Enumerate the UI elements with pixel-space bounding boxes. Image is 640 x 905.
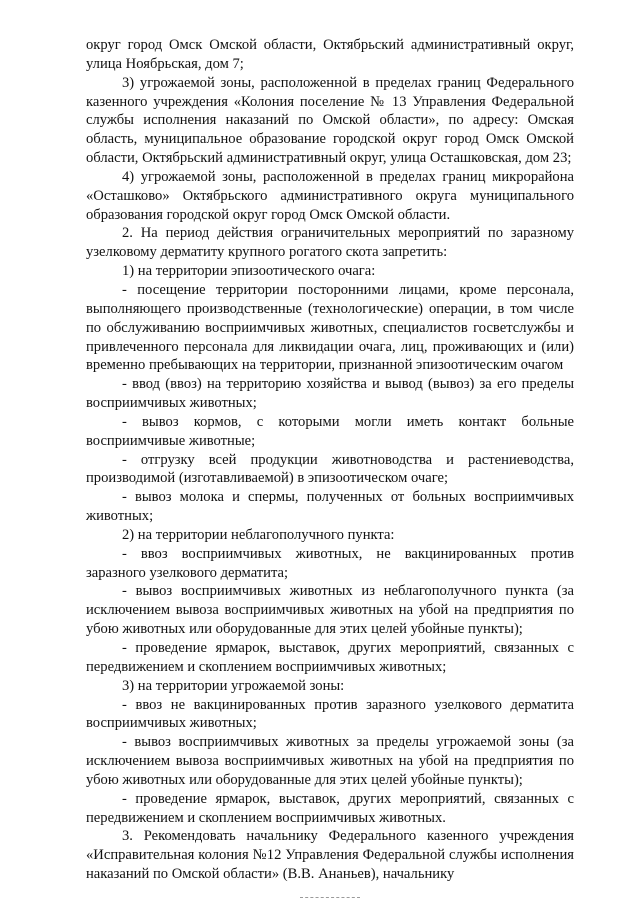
paragraph-item-3-threatened-zone: 3) угрожаемой зоны, расположенной в пределах границ Федерального казенного учреждения «Колония поселение № 13 Управления Федеральной службы исполнения наказаний по Омской области», по адресу: Омская область, муниципальное образование городской округ город Омск Омской области, Октябрьский административный округ, улица Осташковская, дом 23; — [86, 74, 574, 167]
paragraph-threatened-import: - ввоз не вакцинированных против заразного узелкового дерматита восприимчивых животных; — [86, 696, 574, 732]
paragraph-focus-visits: - посещение территории посторонними лицами, кроме персонала, выполняющего производственные (технологические) операции, в том числе по обслуживанию восприимчивых животных, специалистов госветслужбы и привлеченного персонала для ликвидации очага, лиц, проживающих и (или) временно пребывающих на территории, признанной эпизоотическим очагом — [86, 281, 574, 374]
paragraph-threatened-export: - вывоз восприимчивых животных за пределы угрожаемой зоны (за исключением вывоза восприимчивых животных на убой на предприятия по убою животных или оборудованные для этих целей убойные пункты); — [86, 734, 574, 788]
paragraph-section-3-recommendation: 3. Рекомендовать начальнику Федерального казенного учреждения «Исправительная колония №12 Управления Федеральной службы исполнения наказаний по Омской области» (В.В. Ананьев), начальнику — [86, 828, 574, 883]
paragraph-affected-import: - ввоз восприимчивых животных, не вакцинированных против заразного узелкового дерматита; — [86, 545, 574, 581]
paragraph-focus-animal-movement: - ввод (ввоз) на территорию хозяйства и вывод (вывоз) за его пределы восприимчивых животных; — [86, 376, 574, 412]
paragraph-subsection-2-affected-point: 2) на территории неблагополучного пункта: — [122, 526, 395, 543]
paragraph-subsection-1-focus: 1) на территории эпизоотического очага: — [122, 263, 376, 280]
paragraph-affected-export: - вывоз восприимчивых животных из неблагополучного пункта (за исключением вывоза восприимчивых животных на убой на предприятия по убою животных или оборудованные для этих целей убойные пункты); — [86, 583, 574, 638]
paragraph-focus-produce-shipment: - отгрузку всей продукции животноводства и растениеводства, производимой (изготавливаемой) в эпизоотическом очаге; — [86, 451, 574, 487]
paragraph-subsection-3-threatened-zone: 3) на территории угрожаемой зоны: — [122, 677, 345, 694]
paragraph-section-2-prohibitions: 2. На период действия ограничительных мероприятий по заразному узелковому дерматиту крупного рогатого скота запретить: — [86, 225, 574, 261]
scan-edge-divider — [300, 897, 360, 898]
paragraph-item-4-threatened-zone: 4) угрожаемой зоны, расположенной в пределах границ микрорайона «Осташково» Октябрьского административного округа муниципального образования городской округ город Омск Омской области. — [86, 168, 574, 223]
paragraph-address-continuation: округ город Омск Омской области, Октябрьский административный округ, улица Ноябрьская, дом 7; — [86, 37, 574, 72]
paragraph-threatened-fairs: - проведение ярмарок, выставок, других мероприятий, связанных с передвижением и скоплением восприимчивых животных. — [86, 790, 574, 826]
paragraph-affected-fairs: - проведение ярмарок, выставок, других мероприятий, связанных с передвижением и скоплением восприимчивых животных; — [86, 640, 574, 675]
paragraph-focus-milk-export: - вывоз молока и спермы, полученных от больных восприимчивых животных; — [86, 489, 574, 525]
paragraph-focus-feed-export: - вывоз кормов, с которыми могли иметь контакт больные восприимчивые животные; — [86, 413, 574, 449]
document-page — [86, 36, 574, 884]
